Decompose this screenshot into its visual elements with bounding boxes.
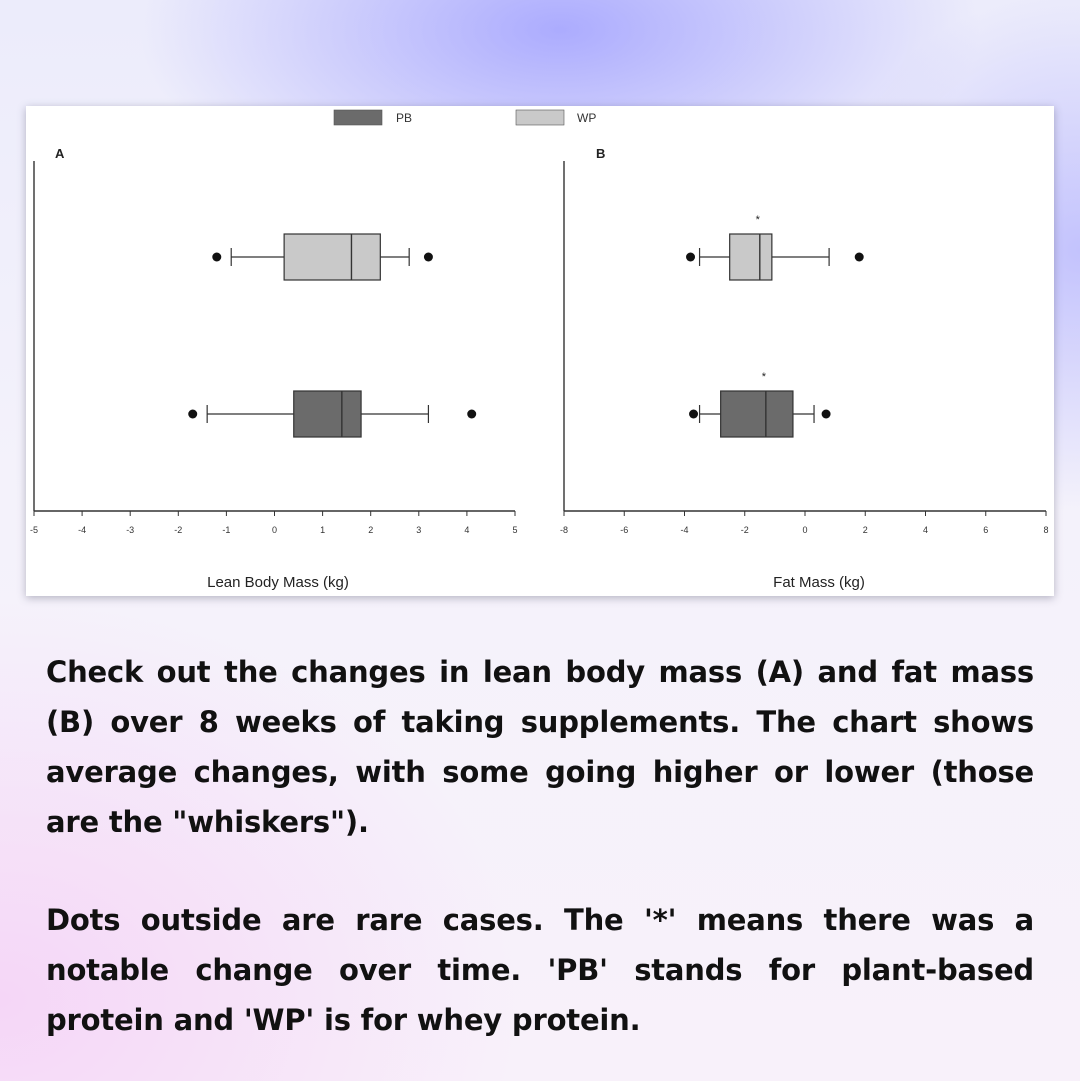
box-wp-a xyxy=(284,234,380,280)
x-tick-label-a: -3 xyxy=(126,525,135,535)
legend-label-pb: PB xyxy=(396,111,413,125)
caption-paragraph-1: Check out the changes in lean body mass (A) and fat mass (B) over 8 weeks of taking supplements. The chart shows average changes, with some going higher or lower (those are the "whiskers"). xyxy=(46,655,1034,839)
x-tick-label-b: 4 xyxy=(922,525,929,535)
x-tick-label-a: -2 xyxy=(174,525,183,535)
x-tick-label-a: -1 xyxy=(222,525,231,535)
outlier-point-wp-a xyxy=(212,253,221,262)
legend-label-wp: WP xyxy=(577,111,597,125)
legend-swatch-pb xyxy=(334,110,382,125)
panel-label-b: B xyxy=(596,146,606,161)
x-tick-label-b: 0 xyxy=(802,525,808,535)
x-tick-label-b: 8 xyxy=(1043,525,1049,535)
outlier-point-pb-a xyxy=(467,410,476,419)
outlier-point-pb-a xyxy=(188,410,197,419)
legend-swatch-wp xyxy=(516,110,564,125)
outlier-point-wp-b xyxy=(686,253,695,262)
caption-paragraph-2: Dots outside are rare cases. The '*' means there was a notable change over time. 'PB' stands for plant-based protein and 'WP' is for whey protein. xyxy=(46,903,1034,1037)
x-tick-label-a: 2 xyxy=(368,525,374,535)
box-plot-svg xyxy=(26,106,1054,596)
x-tick-label-b: -6 xyxy=(620,525,629,535)
significance-marker-wp-b: * xyxy=(755,214,760,226)
box-wp-b xyxy=(730,234,772,280)
outlier-point-pb-b xyxy=(689,410,698,419)
panel-label-a: A xyxy=(55,146,65,161)
outlier-point-pb-b xyxy=(822,410,831,419)
x-tick-label-a: 5 xyxy=(512,525,518,535)
x-tick-label-a: 4 xyxy=(464,525,470,535)
x-tick-label-a: 0 xyxy=(271,525,278,535)
x-tick-label-a: 3 xyxy=(416,525,422,535)
x-tick-label-a: 1 xyxy=(320,525,326,535)
x-tick-label-b: -8 xyxy=(559,525,569,535)
x-tick-label-a: -4 xyxy=(78,525,87,535)
x-tick-label-b: -4 xyxy=(680,525,689,535)
x-tick-label-b: 2 xyxy=(862,525,868,535)
x-tick-label-a: -5 xyxy=(29,525,39,535)
box-pb-a xyxy=(294,391,361,437)
outlier-point-wp-a xyxy=(424,253,433,262)
outlier-point-wp-b xyxy=(855,253,864,262)
x-axis-title-b: Fat Mass (kg) xyxy=(773,574,865,591)
box-plot-figure xyxy=(26,106,1054,596)
x-tick-label-b: -2 xyxy=(740,525,749,535)
x-tick-label-b: 6 xyxy=(983,525,989,535)
x-axis-title-a: Lean Body Mass (kg) xyxy=(207,574,349,591)
box-pb-b xyxy=(721,391,793,437)
significance-marker-pb-b: * xyxy=(761,371,766,383)
